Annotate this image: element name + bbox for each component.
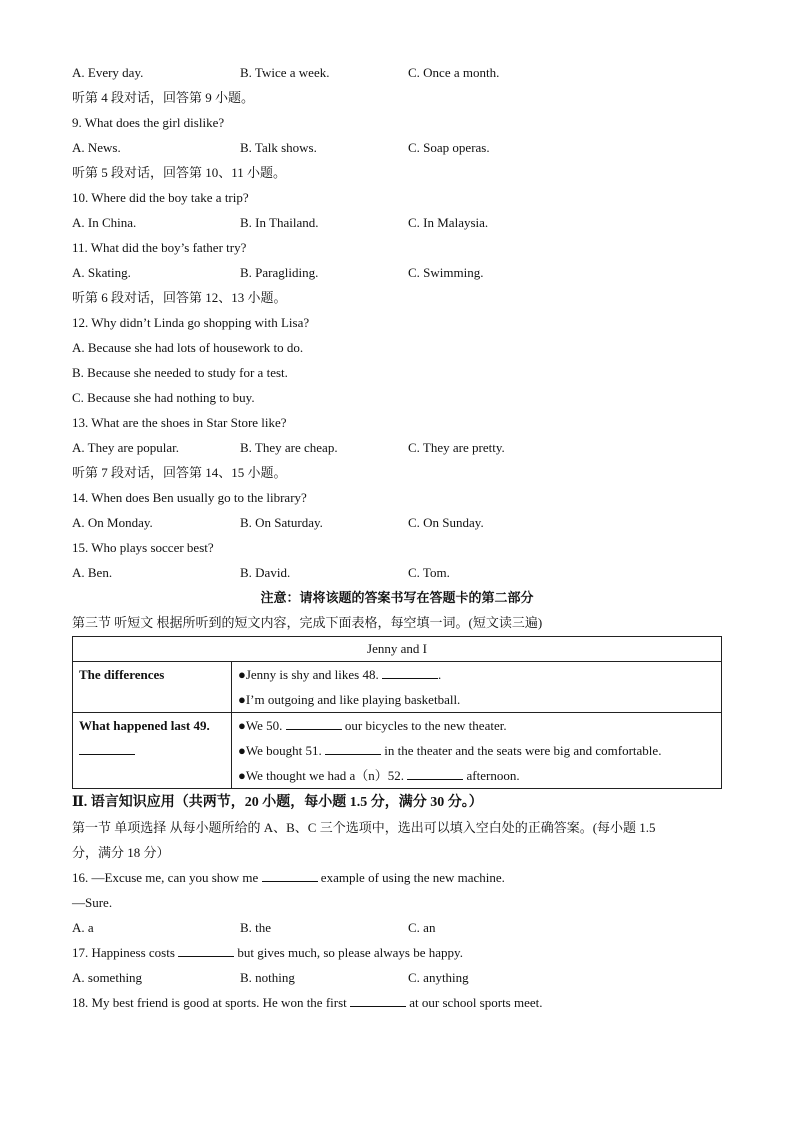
exam-page — [72, 60, 722, 1015]
option-a[interactable]: A. They are popular. — [72, 440, 179, 455]
dialogue-intro-5: 听第 5 段对话，回答第 10、11 小题。 — [72, 165, 287, 180]
question-16: 16. —Excuse me, can you show me example of using the new machine. — [72, 870, 505, 885]
dialogue-intro-6: 听第 6 段对话，回答第 12、13 小题。 — [72, 290, 287, 305]
option-b[interactable]: B. Talk shows. — [240, 140, 317, 155]
q14-options — [72, 510, 722, 535]
row-what-happened-content — [232, 713, 722, 789]
q10-options — [72, 210, 722, 235]
table-line: ●Jenny is shy and likes 48. . — [238, 667, 442, 682]
option-c[interactable]: C. In Malaysia. — [408, 215, 489, 230]
part-2-title: Ⅱ. 语言知识应用（共两节，20 小题，每小题 1.5 分，满分 30 分。） — [72, 795, 483, 810]
q8-options — [72, 60, 722, 85]
row-label-differences: The differences — [73, 662, 232, 713]
option-a[interactable]: A. In China. — [72, 215, 137, 230]
q12-option-b[interactable]: B. Because she needed to study for a test. — [72, 365, 288, 380]
option-c[interactable]: C. Swimming. — [408, 265, 484, 280]
q12-option-a[interactable]: A. Because she had lots of housework to do. — [72, 340, 304, 355]
blank-17[interactable] — [178, 944, 234, 957]
option-a[interactable]: A. On Monday. — [72, 515, 153, 530]
question-11: 11. What did the boy’s father try? — [72, 240, 247, 255]
option-b[interactable]: B. In Thailand. — [240, 215, 319, 230]
blank-52[interactable] — [407, 767, 463, 780]
q11-options — [72, 260, 722, 285]
option-c[interactable]: C. On Sunday. — [408, 515, 484, 530]
table-line: ●We 50. our bicycles to the new theater. — [238, 718, 507, 733]
q17-options — [72, 965, 722, 990]
part-2-section-1-instructions: 第一节 单项选择 从每小题所给的 A、B、C 三个选项中，选出可以填入空白处的正确答案。(每小题 1.5 — [72, 820, 656, 835]
question-13: 13. What are the shoes in Star Store like? — [72, 415, 287, 430]
blank-50[interactable] — [286, 717, 342, 730]
table-line: ●I’m outgoing and like playing basketball. — [238, 692, 461, 707]
option-a[interactable]: A. News. — [72, 140, 121, 155]
option-b[interactable]: B. On Saturday. — [240, 515, 323, 530]
option-a[interactable]: A. a — [72, 920, 94, 935]
option-c[interactable]: C. Soap operas. — [408, 140, 490, 155]
dialogue-intro-4: 听第 4 段对话，回答第 9 小题。 — [72, 90, 255, 105]
question-16-reply: —Sure. — [72, 895, 113, 910]
row-differences-content — [232, 662, 722, 713]
section-3-instructions: 第三节 听短文 根据所听到的短文内容，完成下面表格，每空填一词。(短文读三遍) — [72, 615, 543, 630]
option-a[interactable]: A. Every day. — [72, 65, 144, 80]
option-b[interactable]: B. Twice a week. — [240, 65, 330, 80]
option-a[interactable]: A. something — [72, 970, 143, 985]
part-2-section-1-instructions-cont: 分，满分 18 分） — [72, 845, 170, 860]
blank-49[interactable] — [79, 742, 135, 755]
option-b[interactable]: B. Paragliding. — [240, 265, 319, 280]
option-c[interactable]: C. Once a month. — [408, 65, 500, 80]
option-a[interactable]: A. Ben. — [72, 565, 113, 580]
q13-options — [72, 435, 722, 460]
question-14: 14. When does Ben usually go to the library? — [72, 490, 307, 505]
blank-51[interactable] — [325, 742, 381, 755]
dialogue-intro-7: 听第 7 段对话，回答第 14、15 小题。 — [72, 465, 287, 480]
blank-48[interactable] — [382, 666, 438, 679]
option-c[interactable]: C. an — [408, 920, 436, 935]
option-c[interactable]: C. They are pretty. — [408, 440, 505, 455]
q9-options — [72, 135, 722, 160]
q16-options — [72, 915, 722, 940]
q12-option-c[interactable]: C. Because she had nothing to buy. — [72, 390, 255, 405]
fill-in-table — [72, 636, 722, 789]
option-c[interactable]: C. Tom. — [408, 565, 450, 580]
option-a[interactable]: A. Skating. — [72, 265, 131, 280]
q15-options — [72, 560, 722, 585]
question-12: 12. Why didn’t Linda go shopping with Lisa? — [72, 315, 310, 330]
table-title: Jenny and I — [73, 637, 722, 662]
row-label-what-happened: What happened last 49. — [73, 713, 232, 789]
question-15: 15. Who plays soccer best? — [72, 540, 214, 555]
question-9: 9. What does the girl dislike? — [72, 115, 225, 130]
table-line: ●We thought we had a（n）52. afternoon. — [238, 768, 520, 783]
option-b[interactable]: B. the — [240, 920, 272, 935]
question-18: 18. My best friend is good at sports. He won the first at our school sports meet. — [72, 995, 543, 1010]
answer-sheet-note: 注意：请将该题的答案书写在答题卡的第二部分 — [260, 590, 534, 605]
option-c[interactable]: C. anything — [408, 970, 469, 985]
option-b[interactable]: B. They are cheap. — [240, 440, 338, 455]
option-b[interactable]: B. nothing — [240, 970, 295, 985]
question-17: 17. Happiness costs but gives much, so please always be happy. — [72, 945, 463, 960]
option-b[interactable]: B. David. — [240, 565, 291, 580]
blank-18[interactable] — [350, 994, 406, 1007]
question-10: 10. Where did the boy take a trip? — [72, 190, 249, 205]
table-line: ●We bought 51. in the theater and the seats were big and comfortable. — [238, 743, 662, 758]
blank-16[interactable] — [262, 869, 318, 882]
